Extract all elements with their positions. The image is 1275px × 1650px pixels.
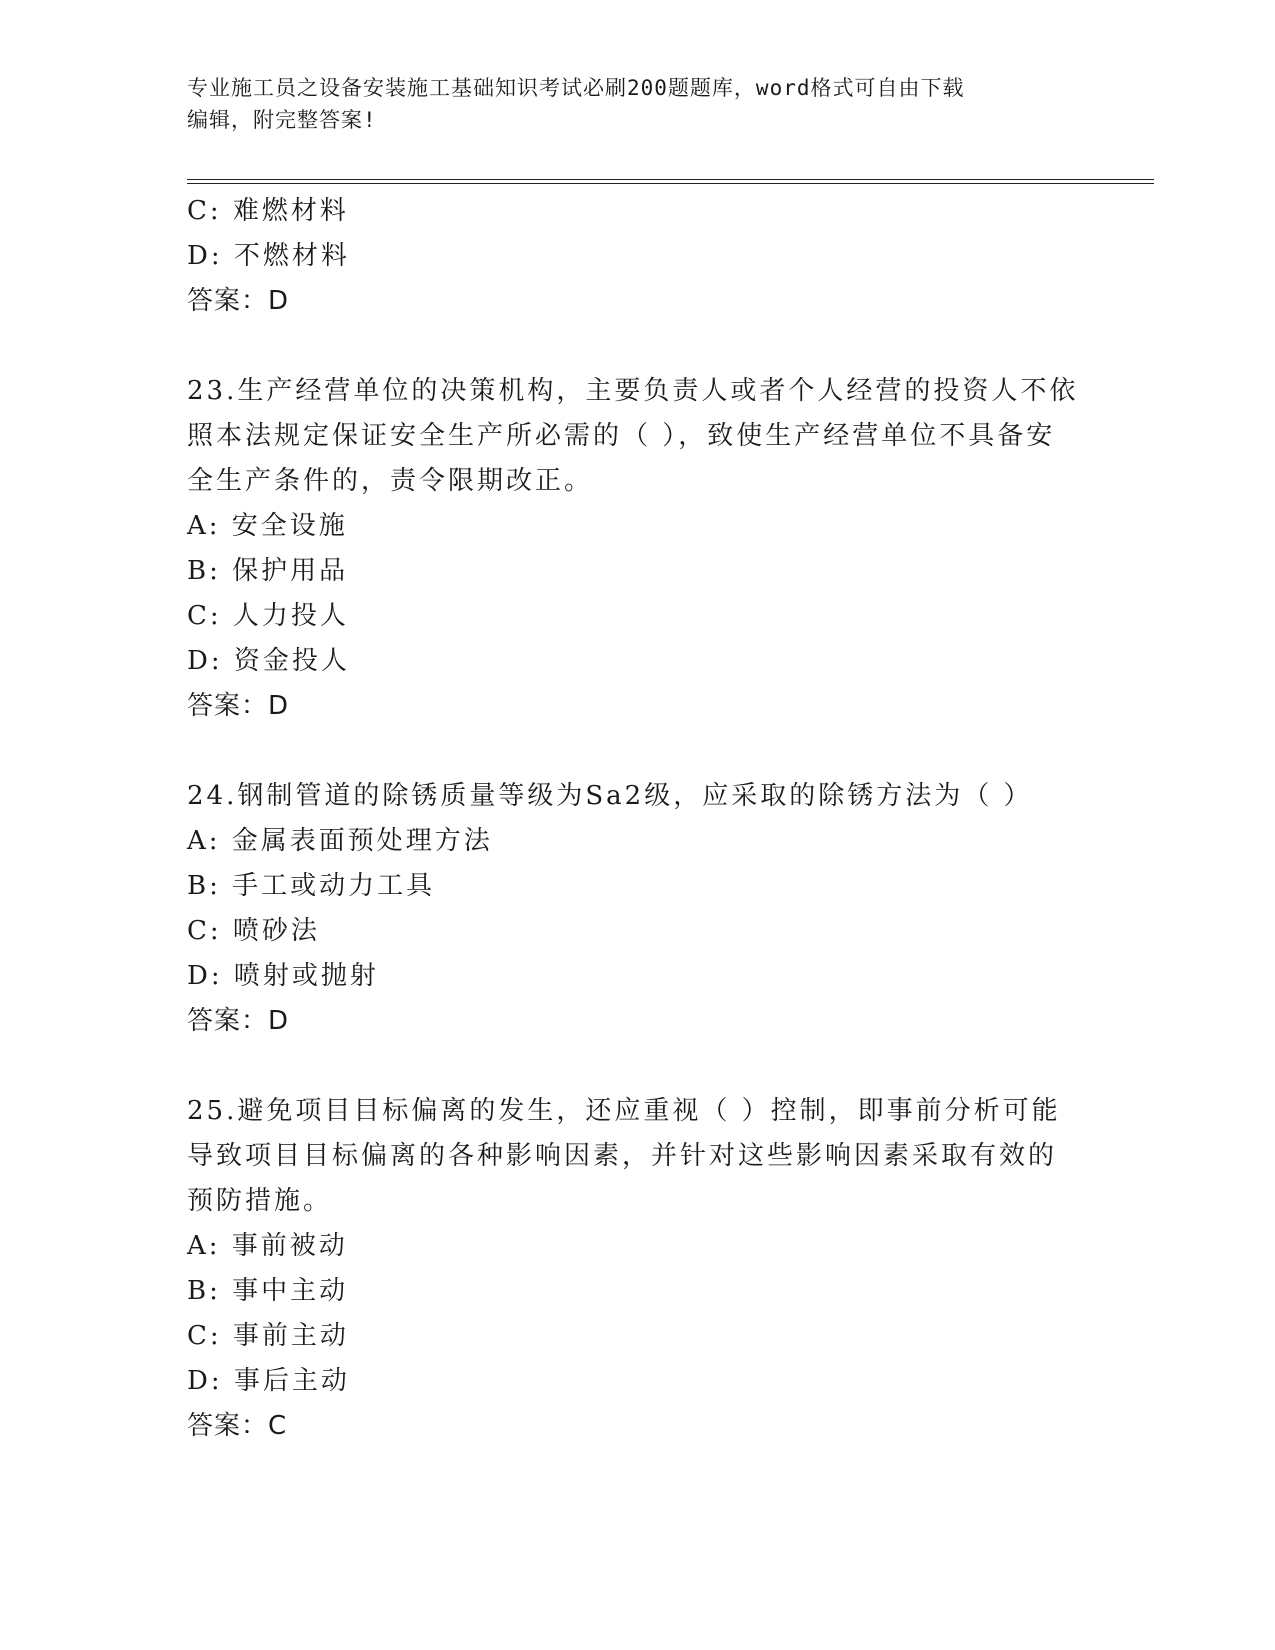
question-22-partial bbox=[187, 189, 1087, 324]
option-d: D: 事后主动 bbox=[187, 1366, 350, 1396]
header-line-1: 专业施工员之设备安装施工基础知识考试必刷200题题库，word格式可自由下载 bbox=[187, 76, 965, 100]
answer: 答案：D bbox=[187, 691, 290, 721]
question-stem-line: 预防措施。 bbox=[187, 1186, 333, 1216]
question-content bbox=[187, 189, 1087, 1449]
question-23 bbox=[187, 369, 1087, 729]
option-a: A: 金属表面预处理方法 bbox=[187, 826, 493, 856]
option-d: D: 资金投人 bbox=[187, 646, 350, 676]
page-header bbox=[187, 72, 1067, 136]
option-d: D: 不燃材料 bbox=[187, 241, 350, 271]
option-d: D: 喷射或抛射 bbox=[187, 961, 379, 991]
header-divider-top bbox=[187, 179, 1154, 180]
answer: 答案：D bbox=[187, 286, 290, 316]
option-b: B: 手工或动力工具 bbox=[187, 871, 436, 901]
option-c: C: 人力投人 bbox=[187, 601, 349, 631]
option-a: A: 事前被动 bbox=[187, 1231, 348, 1261]
question-stem-line: 导致项目目标偏离的各种影响因素，并针对这些影响因素采取有效的 bbox=[187, 1141, 1058, 1171]
question-25 bbox=[187, 1089, 1087, 1449]
option-b: B: 保护用品 bbox=[187, 556, 349, 586]
option-c: C: 事前主动 bbox=[187, 1321, 349, 1351]
question-stem-line: 25.避免项目目标偏离的发生，还应重视（ ）控制，即事前分析可能 bbox=[187, 1096, 1061, 1126]
question-24 bbox=[187, 774, 1087, 1044]
header-line-2: 编辑，附完整答案! bbox=[187, 108, 377, 132]
option-b: B: 事中主动 bbox=[187, 1276, 349, 1306]
question-stem-line: 全生产条件的，责令限期改正。 bbox=[187, 466, 594, 496]
question-stem-line: 照本法规定保证安全生产所必需的（ ），致使生产经营单位不具备安 bbox=[187, 421, 1056, 451]
answer: 答案：C bbox=[187, 1411, 288, 1441]
option-c: C: 喷砂法 bbox=[187, 916, 320, 946]
header-divider-bottom bbox=[187, 183, 1154, 184]
option-a: A: 安全设施 bbox=[187, 511, 348, 541]
option-c: C: 难燃材料 bbox=[187, 196, 349, 226]
question-stem-line: 24.钢制管道的除锈质量等级为Sa2级，应采取的除锈方法为（ ） bbox=[187, 781, 1033, 811]
question-stem-line: 23.生产经营单位的决策机构，主要负责人或者个人经营的投资人不依 bbox=[187, 376, 1079, 406]
answer: 答案：D bbox=[187, 1006, 290, 1036]
